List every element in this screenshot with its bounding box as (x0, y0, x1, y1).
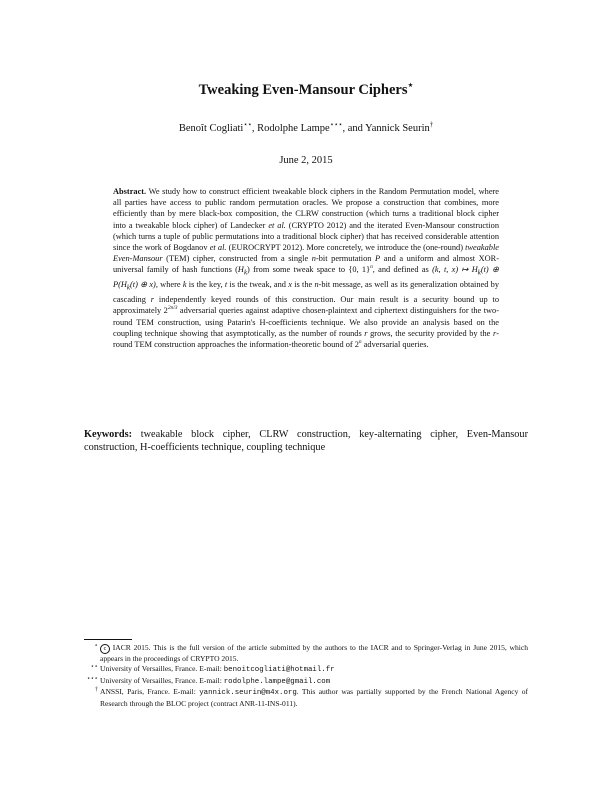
abstract-text: We study how to construct efficient tweakable block ciphers in the Random Permutation model, where all parties have access to public random permutation oracles. We propose a construction that combines, more efficiently than by mere black-box composition, the CLRW construction (which turns a traditional block cipher into a tweakable block cipher) of Landecker (113, 187, 499, 230)
author-2-mark: ⋆⋆⋆ (329, 121, 343, 129)
abstract-text: is the tweak, and (227, 280, 289, 290)
math-var: r (492, 328, 497, 338)
abstract-text: is the (291, 280, 315, 290)
abstract-label: Abstract. (113, 187, 147, 196)
email-link[interactable]: benoitcogliati@hotmail.fr (223, 666, 335, 675)
author-separator: , (251, 123, 258, 134)
math-var: n (311, 254, 316, 264)
math-expr: (t) ⊕ P(H (113, 265, 499, 290)
abstract-text: ) from some tweak space to (247, 265, 349, 275)
footnote-author-3 (84, 687, 528, 709)
math-var: t (224, 280, 228, 290)
paper-date: June 2, 2015 (279, 155, 333, 166)
math-var: r (150, 295, 155, 305)
footnote-author-2 (84, 676, 528, 687)
math-subscript: k (477, 269, 481, 278)
math-number: 2 (163, 306, 168, 316)
abstract-text: (TEM) cipher, constructed from a single (162, 254, 312, 264)
copyright-icon: c (100, 644, 110, 654)
footnotes (84, 643, 528, 709)
abstract-text: , and defined as (372, 265, 433, 275)
math-var: P (375, 254, 381, 264)
abstract-text: is the key, (186, 280, 225, 290)
footnote-text: ANSSI, Paris, France. E-mail: (100, 687, 200, 697)
keywords (84, 428, 528, 455)
abstract-text: -round TEM construction approaches the information-theoretic bound of (113, 328, 499, 349)
math-var: x (288, 280, 292, 290)
abstract-text: (CRYPTO 2012) and the iterated Even-Mansour construction (which turns a tuple of public permutations into a traditional block cipher) that has received considerable attention since the work of Bogdanov (113, 220, 499, 253)
footnote-mark: † (95, 687, 98, 694)
math-subscript: k (126, 283, 130, 292)
math-exponent: n (370, 264, 373, 271)
abstract-text: and a uniform and almost XOR-universal family of hash functions ( (113, 254, 500, 275)
footnote-text: University of Versailles, France. E-mail: (100, 664, 224, 674)
footnote-text: University of Versailles, France. E-mail: (100, 675, 224, 685)
abstract-text: independently keyed rounds of this construction. Our main result is a security bound up to approximately (113, 295, 499, 316)
footnote-mark: ⋆⋆⋆ (86, 675, 98, 682)
math-exponent: 2n/3 (167, 305, 178, 312)
title-text: Tweaking Even-Mansour Ciphers (198, 82, 408, 98)
math-exponent: n (358, 339, 362, 346)
math-expr: (k, t, x) ↦ H (432, 265, 478, 275)
author-1-mark: ⋆⋆ (243, 121, 252, 129)
abstract-text: adversarial queries against adaptive chosen-plaintext and ciphertext distinguishers for the two-round TEM construction, using Patarin's H-coefficients technique. We also provide an analysis based on the coupling technique showing that asymptotically, as the number of rounds (113, 306, 500, 338)
author-1: Benoît Cogliati (178, 123, 244, 134)
abstract-text: , where (155, 280, 183, 290)
abstract-text: adversarial queries. (361, 339, 429, 349)
footnote-author-1 (84, 664, 528, 675)
email-link[interactable]: rodolphe.lampe@gmail.com (223, 677, 331, 686)
footnote-title (84, 643, 528, 664)
abstract-etal: et al. (209, 243, 227, 253)
paper-title (0, 82, 612, 99)
math-number: 2 (354, 339, 359, 349)
footnote-mark: ⋆⋆ (90, 664, 98, 671)
math-var: H (237, 265, 244, 275)
math-subscript: k (243, 269, 248, 278)
abstract (113, 186, 499, 350)
abstract-text: grows, the security provided by the (367, 328, 493, 338)
math-var: k (182, 280, 187, 290)
author-2: Rodolphe Lampe (257, 123, 330, 134)
math-var: n (314, 280, 319, 290)
math-var: r (364, 328, 368, 338)
abstract-etal: et al. (268, 220, 286, 230)
abstract-text: -bit permutation (315, 254, 376, 264)
author-3-mark: † (429, 121, 434, 129)
abstract-text: -bit message, as well as its generalization obtained by cascading (113, 280, 499, 305)
math-expr: (t) ⊕ x) (130, 280, 156, 290)
abstract-term: tweakable Even-Mansour (113, 243, 499, 264)
email-link[interactable]: yannick.seurin@m4x.org (199, 689, 297, 698)
footnote-text: IACR 2015. This is the full version of the article submitted by the authors to the IACR and to Springer-Verlag in June 2015, which appears in the proceedings of CRYPTO 2015. (100, 643, 528, 663)
math-set: {0, 1} (348, 265, 371, 275)
title-footnote-mark: ⋆ (407, 81, 414, 92)
footnote-rule (84, 639, 132, 640)
footnote-mark: ⋆ (94, 643, 98, 649)
author-separator: , and (342, 123, 366, 134)
footnote-text: . This author was partially supported by the French National Agency of Research through the BLOC project (contract ANR-11-INS-011). (100, 687, 529, 708)
author-3: Yannick Seurin (365, 123, 430, 134)
abstract-text: (EUROCRYPT 2012). More concretely, we introduce the (one-round) (226, 243, 466, 253)
author-list (0, 123, 612, 134)
keywords-text: tweakable block cipher, CLRW construction, key-alternating cipher, Even-Mansour construction, H-coefficients technique, coupling technique (84, 429, 528, 454)
keywords-label: Keywords: (84, 429, 133, 440)
